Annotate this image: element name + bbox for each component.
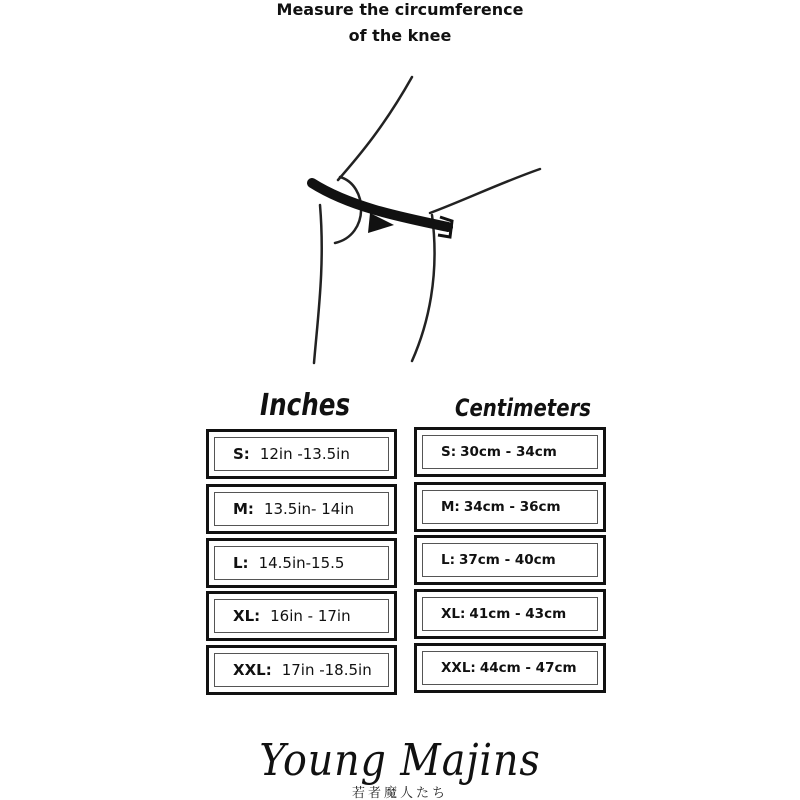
heading-line-1: Measure the circumference: [276, 0, 524, 19]
size-label: XL:: [233, 607, 261, 625]
size-row-inches-s: [206, 429, 397, 479]
size-range: 30cm - 34cm: [460, 444, 557, 460]
size-row-cm-l: [414, 535, 606, 585]
size-range: 41cm - 43cm: [469, 606, 567, 622]
centimeters-column-title: Centimeters: [455, 394, 591, 422]
size-label: XL:: [441, 606, 466, 622]
heading-line-2: of the knee: [348, 26, 452, 45]
size-range: 14.5in-15.5: [258, 554, 345, 572]
size-label: M:: [233, 500, 254, 518]
size-row-inches-xxl: [206, 645, 397, 695]
size-range: 37cm - 40cm: [459, 552, 556, 568]
size-range: 34cm - 36cm: [463, 499, 561, 515]
size-row-cm-xxl: [414, 643, 606, 693]
size-label: S:: [233, 445, 250, 463]
size-label: XXL:: [233, 661, 272, 679]
inches-column-title: Inches: [260, 388, 351, 423]
size-range: 17in -18.5in: [281, 661, 372, 679]
size-range: 12in -13.5in: [259, 445, 350, 463]
size-label: L:: [233, 554, 249, 572]
brand-subtitle: 若者魔人たち: [351, 786, 448, 800]
size-row-cm-m: [414, 482, 606, 532]
size-row-inches-xl: [206, 591, 397, 641]
size-row-cm-xl: [414, 589, 606, 639]
size-label: XXL:: [441, 660, 476, 676]
size-label: S:: [441, 444, 457, 460]
knee-measure-illustration: [290, 65, 560, 370]
size-label: M:: [441, 499, 460, 515]
size-range: 16in - 17in: [270, 607, 351, 625]
size-row-cm-s: [414, 427, 606, 477]
size-range: 13.5in- 14in: [263, 500, 354, 518]
size-range: 44cm - 47cm: [479, 660, 577, 676]
size-label: L:: [441, 552, 456, 568]
size-row-inches-m: [206, 484, 397, 534]
size-row-inches-l: [206, 538, 397, 588]
brand-logo-text: Young Majins: [259, 735, 541, 786]
